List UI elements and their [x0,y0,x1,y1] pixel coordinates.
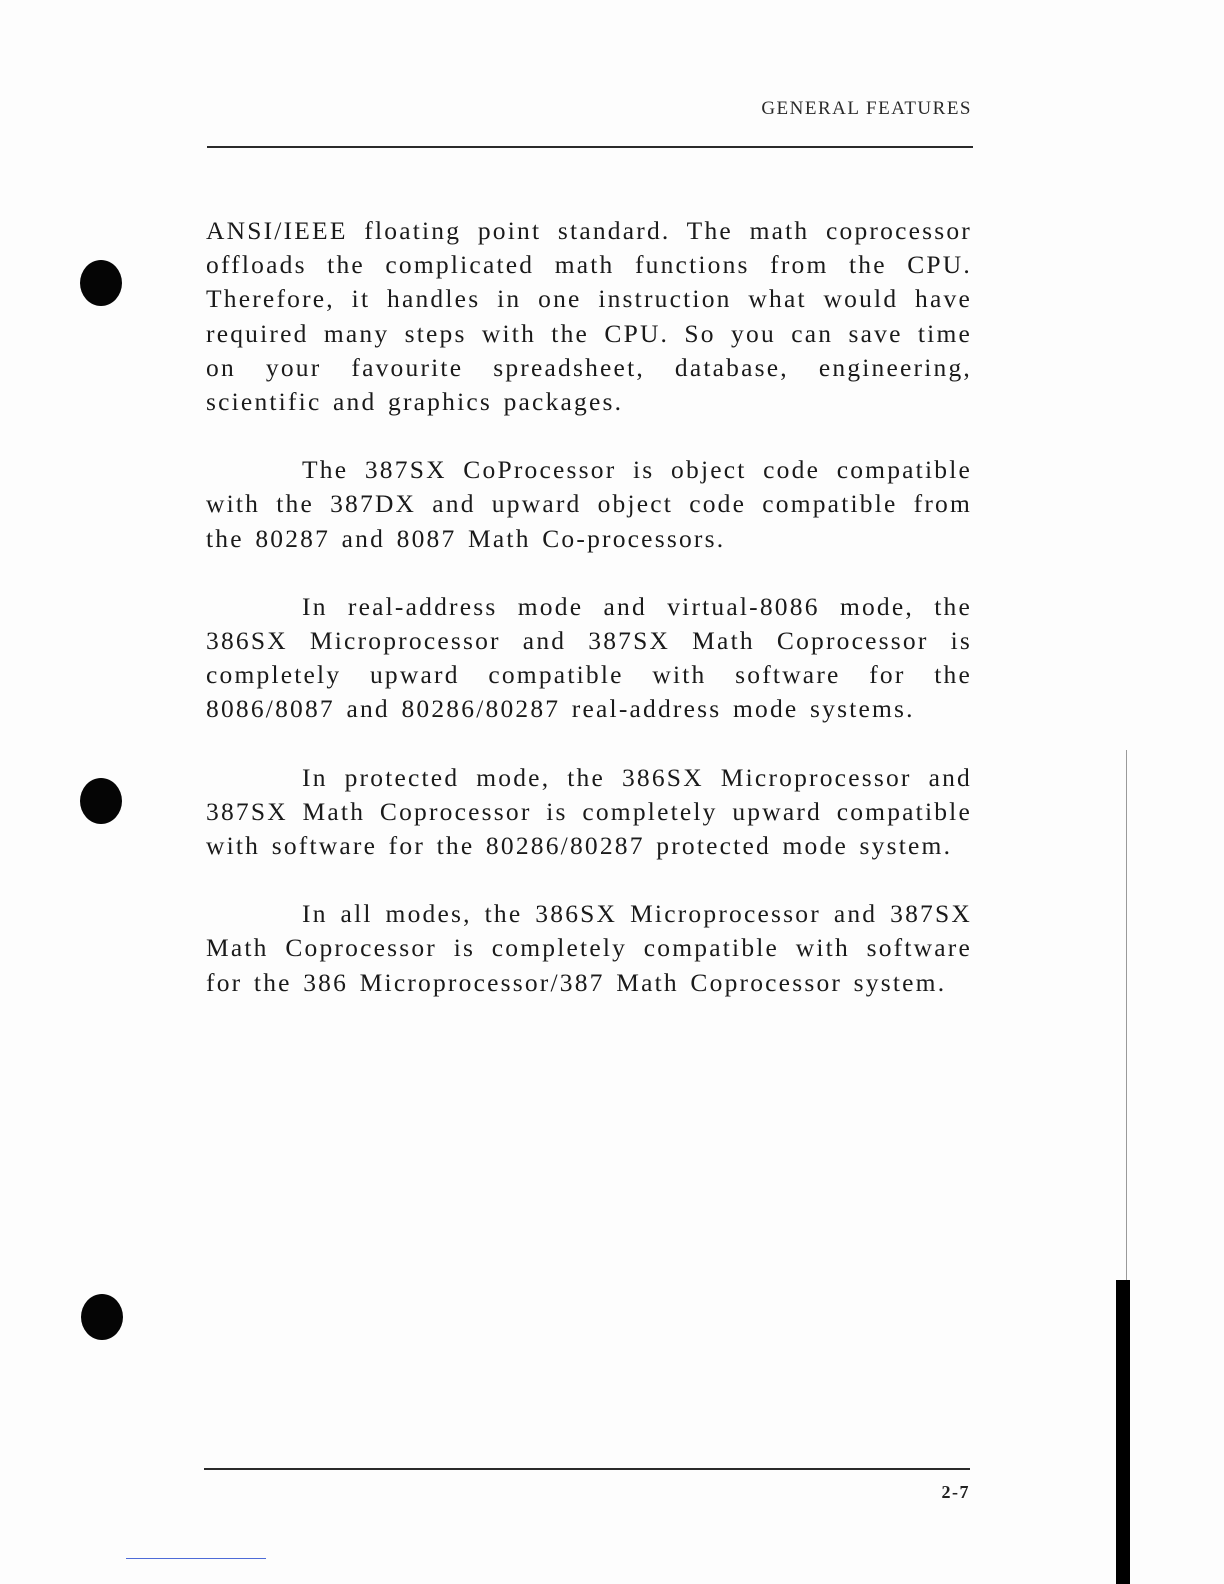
binder-hole-bottom [81,1294,123,1340]
body-text [206,214,972,1034]
paragraph-5: In all modes, the 386SX Microprocessor and 387SX Math Coprocessor is completely compatible with software for the 386 Microprocessor/387 Math Coprocessor system. [206,899,972,997]
paragraph-4: In protected mode, the 386SX Microprocessor and 387SX Math Coprocessor is completely upward compatible with software for the 80286/80287 protected mode system. [206,762,972,861]
binder-hole-middle [80,778,122,824]
paragraph-3: In real-address mode and virtual-8086 mode, the 386SX Microprocessor and 387SX Math Coprocessor is completely upward compatible with software for the 8086/8087 and 80286/80287 real-address mode systems. [206,591,972,724]
page-number: 2-7 [941,1482,970,1502]
binder-hole-top [80,260,122,306]
paragraph-2: The 387SX CoProcessor is object code compatible with the 387DX and upward object code compatible from the 80287 and 8087 Math Co-processors. [206,455,972,553]
scan-edge-shadow [1116,1280,1130,1584]
scan-edge-line [1126,750,1127,1280]
scan-artifact-line [126,1558,266,1559]
footer-rule [204,1468,970,1470]
paragraph-1: ANSI/IEEE floating point standard. The math coprocessor offloads the complicated math functions from the CPU. Therefore, it handles in one instruction what would have required many steps with the CPU. So you can save time on your favourite spreadsheet, database, engineering, scientific and graphics packages. [206,216,972,417]
running-head: GENERAL FEATURES [761,98,972,119]
header-rule [207,146,973,148]
